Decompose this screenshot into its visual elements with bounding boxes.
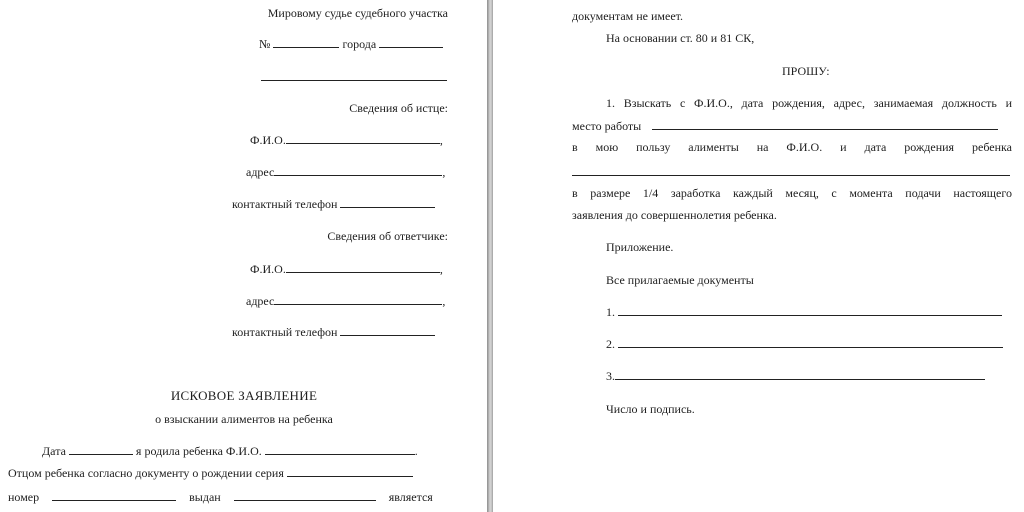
court-number-line	[259, 37, 443, 51]
comma: ,	[442, 294, 446, 308]
father-line	[8, 466, 413, 480]
issued-by-field[interactable]	[234, 490, 376, 501]
document-subtitle-text: о взыскании алиментов на ребенка	[155, 412, 333, 426]
attachment-item-2	[606, 337, 1003, 351]
plaintiff-address-field[interactable]	[274, 165, 442, 176]
court-number-label: №	[259, 37, 271, 51]
plaintiff-fio-line	[250, 133, 443, 147]
father-text: Отцом ребенка согласно документу о рождении серия	[8, 466, 284, 480]
attachment-item-3	[606, 369, 985, 383]
addressee-line	[180, 6, 448, 20]
birth-text: я родила ребенка Ф.И.О.	[135, 444, 262, 458]
item1-line1	[606, 96, 1012, 110]
document-subtitle	[0, 412, 488, 426]
signature-line-text: Число и подпись.	[606, 402, 695, 416]
comma: ,	[442, 165, 446, 179]
item1-line6	[572, 208, 777, 222]
defendant-heading-text: Сведения об ответчике:	[327, 229, 448, 243]
comma: ,	[439, 133, 443, 147]
item1-line3	[572, 140, 1012, 154]
addressee-text: Мировому судье судебного участка	[267, 6, 448, 20]
plaintiff-fio-label: Ф.И.О.	[250, 133, 286, 147]
attachment-item-2-number: 2.	[606, 337, 615, 351]
attachment-item-1	[606, 305, 1002, 319]
birth-date-field[interactable]	[69, 444, 133, 455]
city-field[interactable]	[379, 37, 443, 48]
defendant-fio-field[interactable]	[286, 262, 440, 273]
item1-line6-text: заявления до совершеннолетия ребенка.	[572, 208, 777, 222]
top-cut-text-value: документам не имеет.	[572, 9, 684, 23]
document-page-left	[0, 0, 488, 512]
child-data-field[interactable]	[572, 175, 1010, 176]
attachment-item-3-number: 3.	[606, 369, 615, 383]
basis-line	[606, 31, 754, 45]
attachment-item-3-field[interactable]	[615, 369, 985, 380]
request-heading	[782, 64, 830, 78]
item1-line5	[572, 186, 1012, 200]
defendant-address-field[interactable]	[274, 294, 442, 305]
workplace-line	[572, 119, 998, 133]
document-title	[0, 389, 488, 403]
defendant-phone-label: контактный телефон	[232, 325, 338, 339]
plaintiff-phone-label: контактный телефон	[232, 197, 338, 211]
item1-line5-text: в размере 1/4 заработка каждый месяц, с момента подачи настоящего	[572, 186, 1012, 200]
item1-line1-text: 1. Взыскать с Ф.И.О., дата рождения, адрес, занимаемая должность и	[606, 96, 1012, 110]
date-label: Дата	[42, 444, 66, 458]
defendant-phone-field[interactable]	[340, 325, 435, 336]
defendant-address-label: адрес	[246, 294, 275, 308]
attachment-item-1-number: 1.	[606, 305, 615, 319]
defendant-address-line	[246, 294, 445, 308]
defendant-fio-line	[250, 262, 443, 276]
attachment-heading-text: Приложение.	[606, 240, 674, 254]
certificate-number-line	[8, 490, 433, 504]
attachment-all	[606, 273, 754, 287]
comma: ,	[439, 262, 443, 276]
request-heading-text: ПРОШУ:	[782, 64, 830, 78]
is-label: является	[388, 490, 433, 504]
plaintiff-heading-text: Сведения об истце:	[349, 101, 448, 115]
court-name-field[interactable]	[261, 80, 447, 81]
basis-text: На основании ст. 80 и 81 СК,	[606, 31, 755, 45]
attachment-item-2-field[interactable]	[618, 337, 1003, 348]
city-label: города	[342, 37, 377, 51]
period: .	[414, 444, 418, 458]
plaintiff-address-label: адрес	[246, 165, 275, 179]
certificate-number-field[interactable]	[52, 490, 176, 501]
plaintiff-phone-field[interactable]	[340, 197, 435, 208]
plaintiff-address-line	[246, 165, 445, 179]
defendant-phone-line	[232, 325, 435, 339]
signature-line	[606, 402, 695, 416]
attachment-heading	[606, 240, 673, 254]
plaintiff-fio-field[interactable]	[286, 133, 440, 144]
document-page-right	[493, 0, 1024, 512]
plaintiff-heading	[200, 101, 448, 115]
workplace-field[interactable]	[652, 119, 998, 130]
child-fio-field[interactable]	[265, 444, 415, 455]
plaintiff-phone-line	[232, 197, 435, 211]
top-cut-text	[572, 9, 683, 23]
document-title-text: ИСКОВОЕ ЗАЯВЛЕНИЕ	[170, 388, 318, 403]
item1-line3-text: в мою пользу алименты на Ф.И.О. и дата рождения ребенка	[572, 140, 1012, 154]
defendant-fio-label: Ф.И.О.	[250, 262, 286, 276]
certificate-series-field[interactable]	[287, 466, 413, 477]
workplace-label: место работы	[572, 119, 642, 133]
birth-line	[42, 444, 418, 458]
number-label: номер	[8, 490, 40, 504]
defendant-heading	[200, 229, 448, 243]
attachment-item-1-field[interactable]	[618, 305, 1002, 316]
court-number-field[interactable]	[273, 37, 339, 48]
attachment-all-text: Все прилагаемые документы	[606, 273, 754, 287]
issued-label: выдан	[189, 490, 221, 504]
